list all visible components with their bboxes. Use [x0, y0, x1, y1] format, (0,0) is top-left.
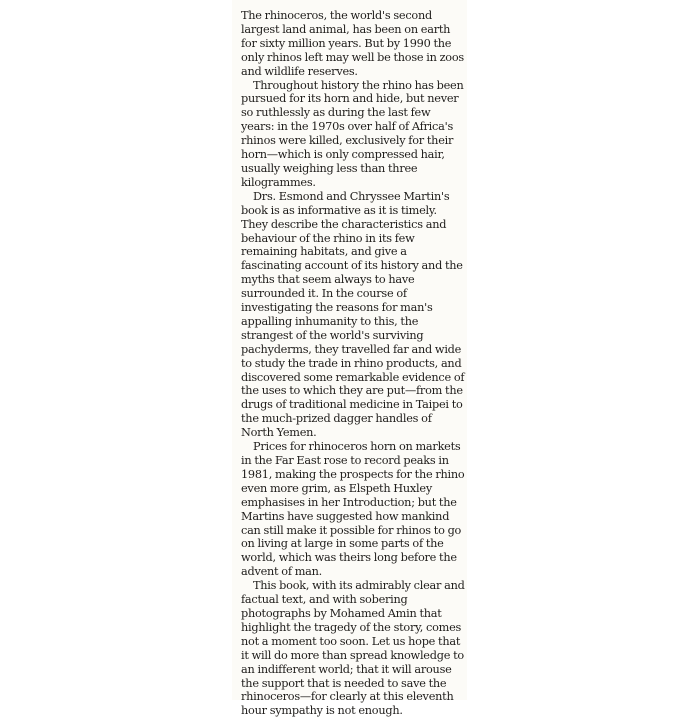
paragraph-5: This book, with its admirably clear and factual text, and with sobering photographs by Mohamed Amin that highlight the tragedy of the story, comes not a moment too soon. Let us hope that it will do more than spread knowledge to an indifferent world; that it will arouse the support that is needed to save the rhinoceros—for clearly at this eleventh hour sympathy is not enough. [241, 579, 465, 718]
text-column [241, 9, 465, 718]
paragraph-2: Throughout history the rhino has been pursued for its horn and hide, but never so ruthlessly as during the last few years: in the 1970s over half of Africa's rhinos were killed, exclusively for their horn—which is only compressed hair, usually weighing less than three kilogrammes. [241, 78, 464, 189]
paragraph-4: Prices for rhinoceros horn on markets in the Far East rose to record peaks in 1981, making the prospects for the rhino even more grim, as Elspeth Huxley emphasises in her Introduction; but the Martins have suggested how mankind can still make it possible for rhinos to go on living at large in some parts of the world, which was theirs long before the advent of man. [241, 440, 465, 579]
paragraph-1: The rhinoceros, the world's second largest land animal, has been on earth for sixty million years. But by 1990 the only rhinos left may well be those in zoos and wildlife reserves. [241, 9, 464, 78]
paragraph-3: Drs. Esmond and Chryssee Martin's book is as informative as it is timely. They describe the characteristics and behaviour of the rhino in its few remaining habitats, and give a fascinating account of its history and the myths that seem always to have surrounded it. In the course of investigating the reasons for man's appalling inhumanity to this, the strangest of the world's surviving pachyderms, they travelled far and wide to study the trade in rhino products, and discovered some remarkable evidence of the uses to which they are put—from the drugs of traditional medicine in Taipei to the much-prized dagger handles of North Yemen. [241, 189, 465, 440]
